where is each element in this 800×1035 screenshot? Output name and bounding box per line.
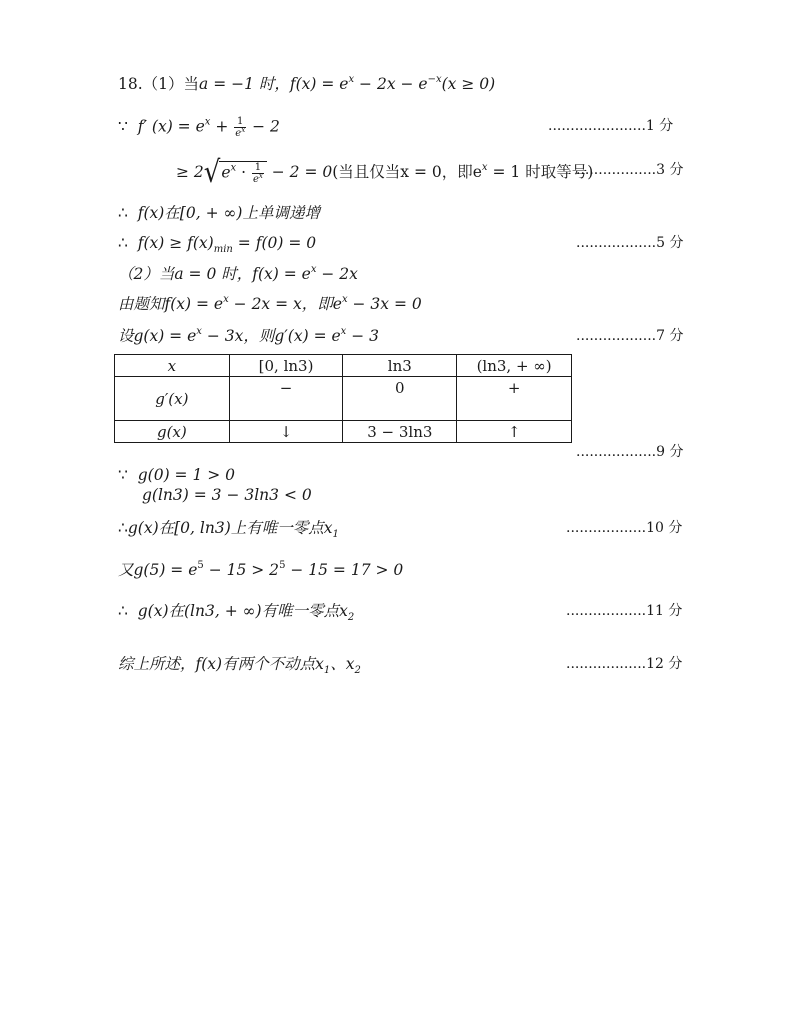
- table-header-cell: [0, ln3): [229, 355, 343, 377]
- inequality-suffix: − 2 = 0: [266, 163, 333, 181]
- table-header-cell: x: [115, 355, 230, 377]
- monotone-line: [118, 203, 320, 223]
- given-mid: − 2x = x，即e: [228, 295, 342, 313]
- therefore-symbol: ∴: [118, 204, 128, 222]
- score-9: ..................9 分: [576, 444, 684, 460]
- g0-line: [118, 465, 235, 485]
- table-cell: +: [457, 377, 572, 421]
- dot-operator: ·: [236, 163, 251, 182]
- subscript: 1: [323, 665, 331, 676]
- exponent: x: [230, 162, 237, 174]
- fraction: [252, 162, 264, 185]
- g5-mid: − 15 > 2: [203, 561, 280, 579]
- zero1-statement: g(x)在[0, ln3)上有唯一零点x: [127, 519, 333, 537]
- table-cell: g(x): [115, 421, 230, 443]
- exponent: x: [481, 162, 488, 173]
- table-header-row: [115, 355, 572, 377]
- part1-label: （1）当: [142, 75, 200, 93]
- minimum-tail: = f(0) = 0: [232, 234, 317, 252]
- part1-function: f(x) = e: [289, 75, 349, 93]
- fraction-denominator: $e^x$: [252, 172, 263, 185]
- given-statement: 由题知f(x) = e: [118, 295, 224, 313]
- define-line: [118, 326, 379, 346]
- exponent: x: [340, 326, 347, 337]
- square-root: $√e^x$ · $\frac{1}{e^x}$: [204, 160, 267, 186]
- minimum-line: [118, 233, 316, 253]
- g5-statement: 又g(5) = e: [118, 561, 198, 579]
- monotone-statement: f(x)在[0, + ∞)上单调递增: [137, 204, 320, 222]
- g0-statement: g(0) = 1 > 0: [137, 466, 236, 484]
- table-header-cell: (ln3, + ∞): [457, 355, 572, 377]
- gln3-line: [142, 485, 312, 505]
- define-tail: − 3: [346, 327, 380, 345]
- table-row: [115, 377, 572, 421]
- subscript: 2: [354, 665, 361, 676]
- problem-number: 18.: [118, 75, 143, 93]
- exponent: x: [341, 294, 348, 305]
- exponent: 5: [279, 560, 286, 571]
- part1-statement: [118, 74, 495, 94]
- table-cell: ↓: [229, 421, 343, 443]
- summary-separator: 、x: [330, 655, 355, 673]
- fraction: [234, 116, 246, 139]
- table-cell: −: [229, 377, 343, 421]
- part2-tail: − 2x: [316, 265, 358, 283]
- score-10: ..................10 分: [566, 520, 683, 536]
- score-12: ..................12 分: [566, 656, 683, 672]
- equality-note: (当且仅当x = 0，即e: [332, 163, 482, 181]
- monotonicity-table: [114, 354, 572, 443]
- gln3-statement: g(ln3) = 3 − 3ln3 < 0: [142, 486, 312, 504]
- exponent: −x: [427, 74, 442, 85]
- inequality-prefix: ≥ 2: [176, 163, 204, 181]
- radicand-base: e: [221, 163, 231, 182]
- table-header-cell: ln3: [343, 355, 457, 377]
- part2-statement: [118, 264, 358, 284]
- exponent: x: [348, 74, 355, 85]
- zero1-line: [118, 518, 339, 538]
- subscript: 1: [332, 529, 339, 540]
- exponent: x: [196, 326, 202, 337]
- exponent: x: [223, 294, 229, 305]
- derivative-lhs: f′ (x) = e: [137, 117, 205, 136]
- therefore-symbol: ∴: [118, 234, 128, 252]
- zero2-statement: g(x)在(ln3, + ∞)有唯一零点x: [137, 602, 348, 620]
- summary-statement: 综上所述，f(x)有两个不动点x: [118, 655, 324, 673]
- given-line: [118, 294, 422, 314]
- score-3: ..................3 分: [576, 162, 684, 178]
- table-row: [115, 421, 572, 443]
- score-1: ......................1 分: [548, 118, 674, 134]
- because-symbol: ∵: [118, 466, 128, 484]
- fraction-numerator: 1: [234, 116, 246, 128]
- score-11: ..................11 分: [566, 603, 683, 619]
- fraction-denominator: $e^x$: [235, 126, 246, 139]
- given-tail: − 3x = 0: [347, 295, 422, 313]
- define-statement: 设g(x) = e: [118, 327, 197, 345]
- table-cell: ↑: [457, 421, 572, 443]
- fraction-numerator: 1: [252, 162, 264, 174]
- score-7: ..................7 分: [576, 328, 684, 344]
- g5-line: [118, 560, 403, 580]
- exponent: x: [204, 116, 211, 128]
- therefore-symbol: ∴: [118, 602, 128, 620]
- define-mid: − 3x，则g′(x) = e: [201, 327, 341, 345]
- part1-condition: a = −1 时，: [199, 75, 290, 93]
- part1-domain: (x ≥ 0): [441, 75, 496, 93]
- derivative-line: ∵ f′ $(x) = e^x$ + $\frac{1}{e^x}$ − 2: [118, 116, 280, 139]
- because-symbol: ∵: [118, 117, 128, 136]
- score-5: ..................5 分: [576, 235, 684, 251]
- part2-label: （2）当a = 0 时，f(x) = e: [118, 265, 311, 283]
- table-cell: 3 − 3ln3: [343, 421, 457, 443]
- g5-tail: − 15 = 17 > 0: [285, 561, 404, 579]
- part1-function-rest: − 2x − e: [354, 75, 428, 93]
- table-cell: g′(x): [115, 377, 230, 421]
- subscript: 2: [347, 612, 355, 623]
- table-cell: 0: [343, 377, 457, 421]
- equality-note-tail: = 1 时取等号): [487, 163, 594, 181]
- summary-line: [118, 654, 361, 674]
- zero2-line: [118, 601, 354, 621]
- inequality-line: [176, 155, 594, 191]
- min-subscript: min: [213, 244, 233, 255]
- exponent: x: [310, 264, 317, 275]
- therefore-symbol: ∴: [118, 519, 128, 537]
- derivative-rest: − 2: [247, 117, 280, 136]
- exponent: 5: [197, 560, 204, 571]
- minimum-statement: f(x) ≥ f(x): [137, 234, 214, 252]
